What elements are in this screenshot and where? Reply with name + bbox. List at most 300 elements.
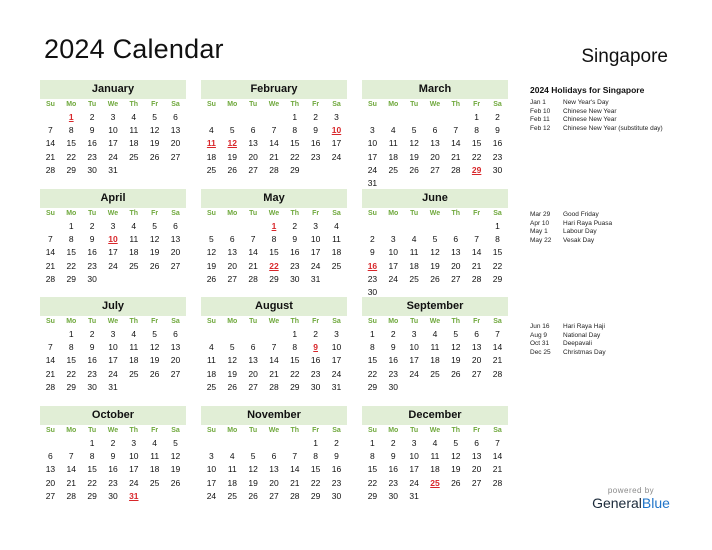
weekday-label: Fr [151,101,159,108]
day-cell: 29 [66,273,76,284]
weekday-label: Sa [493,427,502,434]
day-cell: 7 [495,329,500,339]
holiday-name: Good Friday [563,211,599,218]
day-cell: 14 [290,464,300,475]
weekday-label: We [107,318,119,325]
day-cell [165,490,186,503]
week-row [201,354,347,367]
day-cell: 5 [229,125,235,136]
day-cell: 31 [310,273,321,284]
day-cell: 26 [451,477,461,488]
day-cell: 30 [87,381,97,392]
day-cell: 11 [207,355,216,366]
day-cell: 3 [110,329,116,339]
holiday-date: May 22 [530,236,552,244]
holiday-name: Chinese New Year (substitute day) [563,124,663,132]
day-cell: 11 [129,234,139,245]
day-cell [326,273,347,286]
day-cell: 14 [45,247,56,258]
day-cell: 1 [89,438,95,448]
day-cell: 14 [248,247,258,258]
day-cell: 1 [292,112,298,122]
day-cell: 8 [495,234,500,245]
month-july [40,297,186,394]
day-cell: 20 [45,477,56,488]
day-cell: 19 [227,368,237,379]
day-cell: 13 [471,342,482,353]
day-cell: 18 [129,138,139,149]
week-row [362,124,508,137]
powered-by-text: powered by [607,486,655,495]
day-cell [425,490,446,503]
day-cell: 30 [388,381,398,392]
day-cell: 2 [313,112,318,122]
day-cell: 8 [89,451,95,462]
day-cell: 12 [248,464,258,475]
day-cell: 4 [131,112,137,122]
day-cell: 14 [451,138,461,149]
week-row [40,164,186,177]
day-cell: 25 [206,164,217,175]
day-cell: 24 [129,477,139,488]
holiday-day-cell: 12 [227,138,237,149]
day-cell: 6 [173,221,178,231]
day-cell: 17 [367,151,378,162]
holiday-item [530,220,700,229]
day-cell [425,111,446,124]
weekday-label: Fr [312,427,320,434]
weekday-label: We [268,427,280,434]
day-cell: 27 [248,164,258,175]
day-cell [61,437,82,450]
day-cell: 27 [248,381,258,392]
week-row [201,137,347,150]
weekday-label: Tu [249,427,258,434]
day-cell: 6 [250,125,256,136]
weekday-header-row [201,99,347,111]
weekday-header-row [201,208,347,220]
day-cell: 1 [474,112,479,122]
day-cell: 25 [129,260,139,271]
day-cell: 3 [110,112,116,122]
weekday-label: Tu [88,318,97,325]
day-cell: 10 [206,464,217,475]
day-cell: 21 [248,260,258,271]
week-row [40,477,186,490]
day-cell: 9 [390,342,396,353]
day-cell: 5 [152,221,157,231]
holiday-item [530,340,700,349]
weekday-label: Th [451,101,461,108]
day-cell: 25 [129,151,139,162]
day-cell: 29 [290,164,300,175]
brand-logo [588,486,674,511]
day-cell: 10 [331,342,342,353]
day-cell: 6 [271,451,277,462]
day-cell: 9 [292,234,298,245]
weekday-label: We [268,101,280,108]
day-cell: 29 [66,381,76,392]
day-cell: 26 [227,164,237,175]
day-cell: 5 [453,438,459,448]
day-cell: 2 [313,329,318,339]
month-may [201,189,347,286]
week-row [362,477,508,490]
day-cell: 24 [331,151,342,162]
day-cell: 29 [367,381,378,392]
day-cell [404,381,425,394]
day-cell: 12 [409,138,419,149]
day-cell: 10 [108,125,118,136]
day-cell: 14 [492,451,503,462]
holiday-item [530,108,700,117]
week-row [362,437,508,450]
day-cell: 9 [110,451,116,462]
day-cell [144,381,165,394]
weekday-header-row [40,425,186,437]
day-cell: 8 [292,125,298,136]
day-cell: 3 [411,329,417,339]
day-cell: 3 [334,329,339,339]
month-header: December [362,406,508,425]
day-cell: 4 [432,438,438,448]
day-cell: 19 [149,247,160,258]
month-march [362,80,508,190]
weekday-label: Th [290,101,300,108]
month-october [40,406,186,503]
weekday-label: Sa [332,101,341,108]
day-cell: 23 [492,151,503,162]
day-cell: 28 [269,381,279,392]
holiday-item [530,237,700,246]
day-cell: 28 [66,490,76,501]
brand-name: GeneralBlue [592,495,670,511]
day-cell: 26 [149,368,160,379]
day-cell: 16 [331,464,342,475]
weekday-label: Sa [493,210,502,217]
holiday-day-cell: 16 [367,260,378,271]
day-cell: 7 [68,451,74,462]
day-cell: 17 [129,464,139,475]
day-cell: 26 [149,260,160,271]
day-cell: 16 [87,138,97,149]
day-cell: 14 [45,355,56,366]
day-cell: 24 [108,260,118,271]
day-cell: 22 [290,368,300,379]
day-cell: 28 [269,164,279,175]
week-row [201,463,347,476]
weekday-label: Tu [410,210,419,217]
weekday-header-row [362,316,508,328]
holiday-date: Jun 16 [530,323,550,330]
day-cell: 6 [432,125,438,136]
day-cell: 28 [45,164,56,175]
day-cell: 16 [108,464,118,475]
day-cell [222,328,243,341]
week-row [201,477,347,490]
day-cell: 31 [409,490,419,501]
day-cell: 29 [66,164,76,175]
day-cell: 5 [411,125,417,136]
day-cell: 3 [390,234,396,245]
holiday-day-cell: 10 [108,234,118,245]
weekday-header-row [362,99,508,111]
day-cell: 30 [108,490,118,501]
week-row [201,233,347,246]
day-cell: 15 [367,355,378,366]
day-cell: 16 [310,138,321,149]
day-cell: 27 [451,273,461,284]
weekday-label: Mo [227,427,238,434]
day-cell: 28 [471,273,482,284]
day-cell: 19 [451,355,461,366]
day-cell: 25 [331,260,342,271]
week-row [362,354,508,367]
day-cell [40,220,61,233]
weekday-label: Th [129,318,139,325]
day-cell: 23 [388,368,398,379]
holiday-day-cell: 1 [271,221,277,231]
day-cell: 11 [129,125,139,136]
day-cell: 13 [430,138,440,149]
weekday-label: Fr [151,318,159,325]
month-november [201,406,347,503]
weekday-label: We [429,427,441,434]
day-cell: 2 [292,221,298,231]
week-row [362,220,508,233]
day-cell: 14 [471,247,482,258]
weekday-label: Mo [388,427,399,434]
holiday-name: Hari Raya Puasa [563,219,613,227]
day-cell: 27 [170,151,181,162]
day-cell: 25 [129,368,139,379]
day-cell: 18 [430,464,440,475]
day-cell: 4 [229,451,235,462]
country-name: Singapore [581,46,668,67]
day-cell: 7 [453,125,459,136]
holiday-name: Chinese New Year [563,107,617,115]
day-cell: 5 [209,234,214,245]
week-row [201,381,347,394]
day-cell: 2 [370,234,375,245]
day-cell: 19 [227,151,237,162]
day-cell: 27 [471,477,482,488]
day-cell: 31 [367,177,378,188]
month-header: April [40,189,186,208]
day-cell: 19 [170,464,181,475]
day-cell: 13 [170,125,181,136]
day-cell: 24 [409,368,419,379]
weekday-label: Tu [249,210,258,217]
day-cell: 26 [227,381,237,392]
day-cell: 7 [271,342,277,353]
day-cell: 3 [110,221,116,231]
day-cell [383,220,404,233]
holiday-day-cell: 11 [206,138,216,149]
day-cell: 23 [290,260,300,271]
day-cell: 30 [388,490,398,501]
day-cell: 17 [206,477,217,488]
day-cell: 27 [430,164,440,175]
day-cell: 6 [173,112,178,122]
day-cell: 26 [206,273,217,284]
week-row [40,151,186,164]
holiday-day-cell: 29 [471,164,482,175]
day-cell: 9 [313,125,318,136]
day-cell: 22 [66,151,76,162]
day-cell: 1 [292,329,298,339]
day-cell: 27 [227,273,237,284]
holiday-day-cell: 1 [68,112,74,122]
day-cell: 20 [471,355,482,366]
day-cell: 15 [367,464,378,475]
day-cell: 17 [388,260,398,271]
day-cell [123,164,144,177]
day-cell [284,437,305,450]
day-cell: 11 [430,451,440,462]
holiday-name: Deepavali [563,340,592,347]
day-cell: 3 [131,438,137,448]
day-cell: 19 [430,260,440,271]
week-row [362,260,508,273]
weekday-label: Sa [171,210,180,217]
day-cell: 15 [290,355,300,366]
day-cell: 30 [331,490,342,501]
week-row [40,124,186,137]
day-cell: 31 [108,164,118,175]
day-cell [445,111,466,124]
day-cell [243,437,264,450]
day-cell: 4 [131,329,137,339]
holiday-date: Feb 11 [530,116,550,123]
day-cell: 16 [310,355,321,366]
week-row [362,328,508,341]
day-cell: 11 [430,342,440,353]
day-cell: 15 [87,464,97,475]
day-cell: 4 [334,221,339,231]
day-cell: 8 [370,451,375,462]
week-row [201,450,347,463]
day-cell: 4 [209,125,214,136]
day-cell: 13 [451,247,461,258]
day-cell: 31 [108,381,118,392]
day-cell: 20 [248,368,258,379]
weekday-label: We [107,210,119,217]
week-row [40,341,186,354]
day-cell [305,164,326,177]
holiday-date: Mar 29 [530,211,551,218]
weekday-label: Tu [410,318,419,325]
day-cell: 30 [492,164,503,175]
day-cell: 18 [331,247,342,258]
day-cell: 21 [66,477,76,488]
holiday-day-cell: 9 [313,342,318,353]
day-cell: 8 [68,234,74,245]
holiday-date: Oct 31 [530,340,550,347]
holiday-date: Jan 1 [530,99,546,106]
day-cell: 5 [152,112,157,122]
holiday-item [530,349,700,358]
day-cell: 21 [45,260,56,271]
day-cell: 3 [411,438,417,448]
day-cell: 6 [453,234,459,245]
day-cell: 20 [248,151,258,162]
holiday-date: Aug 9 [530,331,547,339]
day-cell [103,273,124,286]
day-cell [222,437,243,450]
weekday-label: Su [45,210,55,217]
day-cell: 11 [150,451,160,462]
weekday-label: Su [45,318,55,325]
day-cell: 9 [89,125,95,136]
week-row [362,273,508,286]
day-cell: 12 [206,247,217,258]
day-cell: 25 [149,477,160,488]
day-cell: 24 [409,477,419,488]
weekday-header-row [40,316,186,328]
week-row [362,111,508,124]
day-cell: 1 [313,438,318,448]
week-row [40,354,186,367]
weekday-label: Sa [171,427,180,434]
weekday-label: Su [367,101,377,108]
day-cell: 16 [492,138,503,149]
week-row [201,124,347,137]
day-cell [144,273,165,286]
day-cell: 7 [271,125,277,136]
day-cell: 29 [87,490,97,501]
holiday-item [530,99,700,108]
weekday-label: We [107,427,119,434]
day-cell [487,381,508,394]
day-cell: 13 [45,464,56,475]
day-cell: 23 [331,477,342,488]
day-cell: 6 [474,329,479,339]
weekday-label: Sa [493,318,502,325]
weekday-label: Mo [227,210,238,217]
day-cell [326,164,347,177]
weekday-label: Tu [249,318,258,325]
holiday-name: New Year's Day [563,99,609,106]
day-cell: 29 [290,381,300,392]
month-header: March [362,80,508,99]
weekday-label: Mo [388,101,399,108]
day-cell [165,273,186,286]
weekday-label: Th [451,210,461,217]
holiday-name: Chinese New Year [563,116,617,123]
holiday-day-cell: 10 [331,125,342,136]
day-cell: 19 [409,151,419,162]
day-cell: 5 [432,234,438,245]
day-cell: 8 [68,125,74,136]
day-cell [40,437,61,450]
holiday-day-cell: 31 [129,490,139,501]
weekday-label: Th [290,210,300,217]
week-row [40,273,186,286]
day-cell: 6 [48,451,53,462]
day-cell: 15 [290,138,300,149]
day-cell: 15 [269,247,279,258]
day-cell: 6 [173,329,178,339]
day-cell: 7 [474,234,479,245]
weekday-label: We [268,318,280,325]
week-row [201,164,347,177]
day-cell: 21 [492,355,503,366]
day-cell: 7 [48,234,53,245]
day-cell: 17 [108,138,118,149]
day-cell [222,220,243,233]
day-cell [201,111,222,124]
